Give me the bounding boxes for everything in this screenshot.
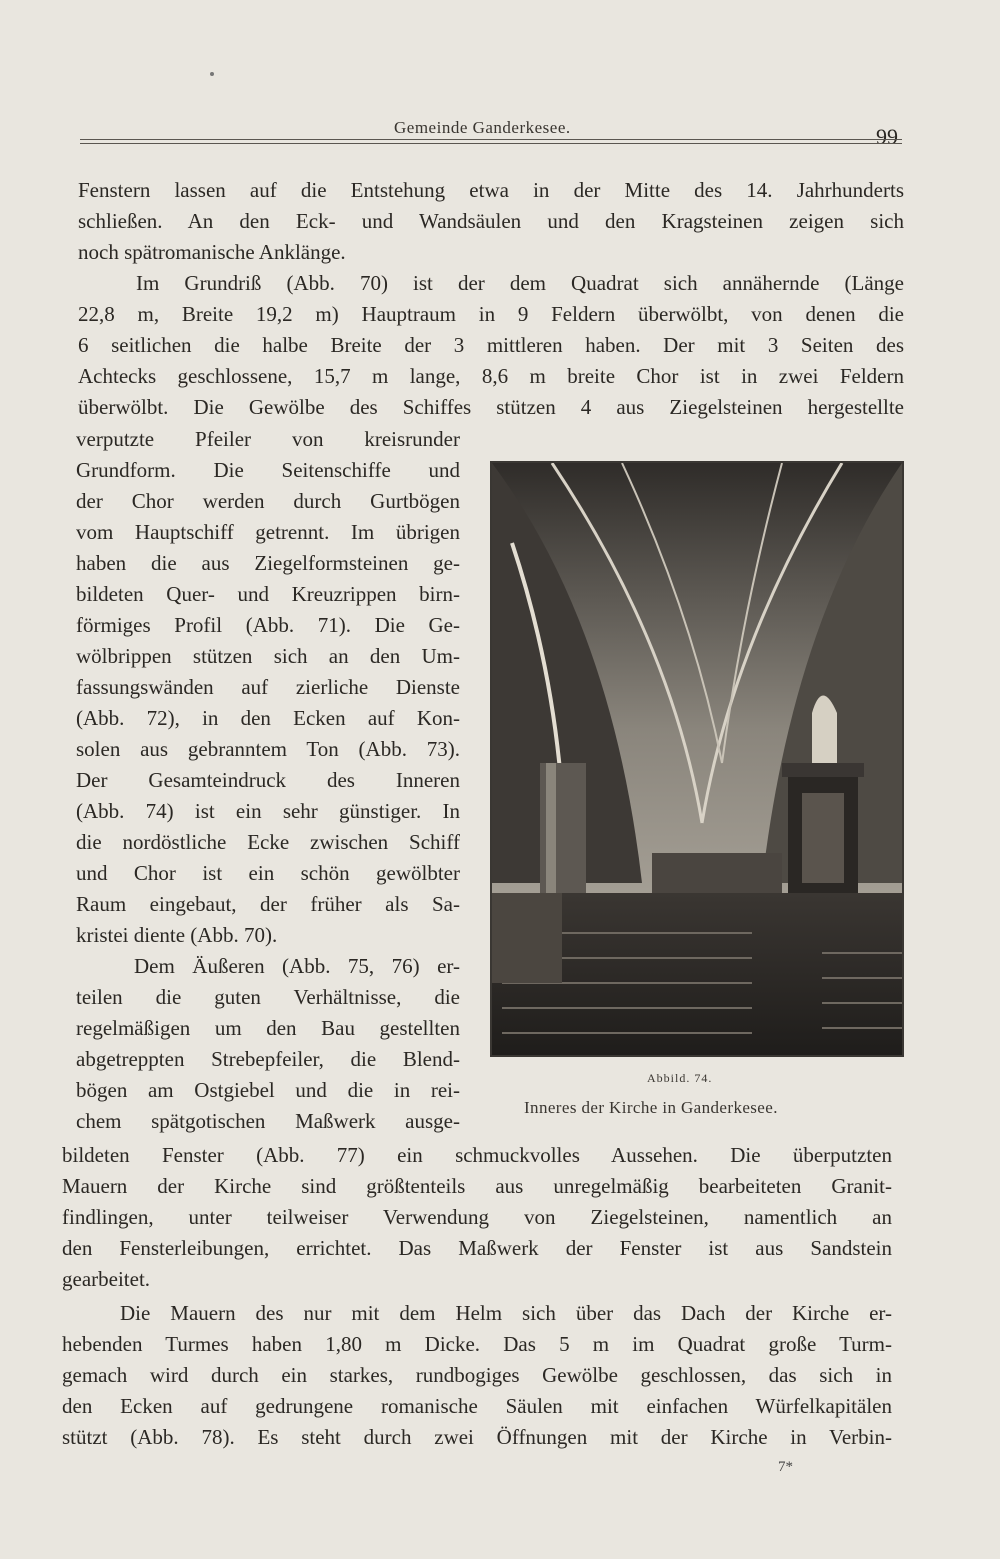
text-line: fassungswänden auf zierliche Dienste <box>76 675 460 699</box>
signature-mark: 7* <box>778 1459 793 1475</box>
header-rule-top <box>80 139 902 140</box>
text-line: Im Grundriß (Abb. 70) ist der dem Quadrat sich annähernde (Länge <box>136 271 904 295</box>
text-line: wölbrippen stützen sich an den Um- <box>76 644 460 668</box>
text-line: gearbeitet. <box>62 1267 151 1291</box>
paper-speck <box>210 72 214 76</box>
text-line: Die Mauern des nur mit dem Helm sich über das Dach der Kirche er- <box>120 1301 892 1325</box>
text-line: überwölbt. Die Gewölbe des Schiffes stützen 4 aus Ziegelsteinen hergestellte <box>78 395 904 419</box>
text-line: haben die aus Ziegelformsteinen ge- <box>76 551 460 575</box>
text-line: regelmäßigen um den Bau gestellten <box>76 1016 460 1040</box>
text-line: (Abb. 74) ist ein sehr günstiger. In <box>76 799 460 823</box>
text-line: (Abb. 72), in den Ecken auf Kon- <box>76 706 460 730</box>
text-line: verputzte Pfeiler von kreisrunder <box>76 427 460 451</box>
text-line: Grundform. Die Seitenschiffe und <box>76 458 460 482</box>
text-line: Dem Äußeren (Abb. 75, 76) er- <box>134 954 460 978</box>
text-line: den Fensterleibungen, errichtet. Das Maßwerk der Fenster ist aus Sandstein <box>62 1236 892 1260</box>
figure-label: Abbild. 74. <box>647 1071 713 1085</box>
text-line: Raum eingebaut, der früher als Sa- <box>76 892 460 916</box>
paragraph-last <box>62 1298 892 1453</box>
text-line: noch spätromanische Anklänge. <box>78 240 346 264</box>
text-line: chem spätgotischen Maßwerk ausge- <box>76 1109 460 1133</box>
text-line: schließen. An den Eck- und Wandsäulen und den Kragsteinen zeigen sich <box>78 209 904 233</box>
text-line: teilen die guten Verhältnisse, die <box>76 985 460 1009</box>
text-line: Fenstern lassen auf die Entstehung etwa in der Mitte des 14. Jahrhunderts <box>78 178 904 202</box>
text-line: solen aus gebranntem Ton (Abb. 73). <box>76 737 460 761</box>
text-line: Der Gesamteindruck des Inneren <box>76 768 460 792</box>
page-number: 99 <box>876 124 898 149</box>
paragraph-top <box>78 175 904 423</box>
text-line: 22,8 m, Breite 19,2 m) Hauptraum in 9 Feldern überwölbt, von denen die <box>78 302 904 326</box>
text-line: gemach wird durch ein starkes, rundbogiges Gewölbe geschlossen, das sich in <box>62 1363 892 1387</box>
text-line: und Chor ist ein schön gewölbter <box>76 861 460 885</box>
text-line: stützt (Abb. 78). Es steht durch zwei Öffnungen mit der Kirche in Verbin- <box>62 1425 892 1449</box>
paragraph-bottom <box>62 1140 892 1295</box>
text-line: den Ecken auf gedrungene romanische Säulen mit einfachen Würfelkapitälen <box>62 1394 892 1418</box>
figure-caption: Inneres der Kirche in Ganderkesee. <box>524 1098 778 1117</box>
text-line: hebenden Turmes haben 1,80 m Dicke. Das 5 m im Quadrat große Turm- <box>62 1332 892 1356</box>
text-line: kristei diente (Abb. 70). <box>76 923 278 947</box>
text-line: 6 seitlichen die halbe Breite der 3 mittleren haben. Der mit 3 Seiten des <box>78 333 904 357</box>
text-line: Mauern der Kirche sind größtenteils aus unregelmäßig bearbeiteten Granit- <box>62 1174 892 1198</box>
text-line: findlingen, unter teilweiser Verwendung von Ziegelsteinen, namentlich an <box>62 1205 892 1229</box>
text-line: förmiges Profil (Abb. 71). Die Ge- <box>76 613 460 637</box>
photo-illustration <box>492 463 902 1055</box>
header-rule-bottom <box>80 143 902 144</box>
text-line: vom Hauptschiff getrennt. Im übrigen <box>76 520 460 544</box>
running-head: Gemeinde Ganderkesee. <box>394 118 571 137</box>
text-line: bögen am Ostgiebel und die in rei- <box>76 1078 460 1102</box>
text-line: bildeten Fenster (Abb. 77) ein schmuckvolles Aussehen. Die überputzten <box>62 1143 892 1167</box>
paragraph-wrapped <box>76 424 460 1137</box>
text-line: Achtecks geschlossene, 15,7 m lange, 8,6 m breite Chor ist in zwei Feldern <box>78 364 904 388</box>
text-line: bildeten Quer- und Kreuzrippen birn- <box>76 582 460 606</box>
text-line: die nordöstliche Ecke zwischen Schiff <box>76 830 460 854</box>
text-line: der Chor werden durch Gurtbögen <box>76 489 460 513</box>
church-interior-photo <box>490 461 904 1057</box>
text-line: abgetreppten Strebepfeiler, die Blend- <box>76 1047 460 1071</box>
